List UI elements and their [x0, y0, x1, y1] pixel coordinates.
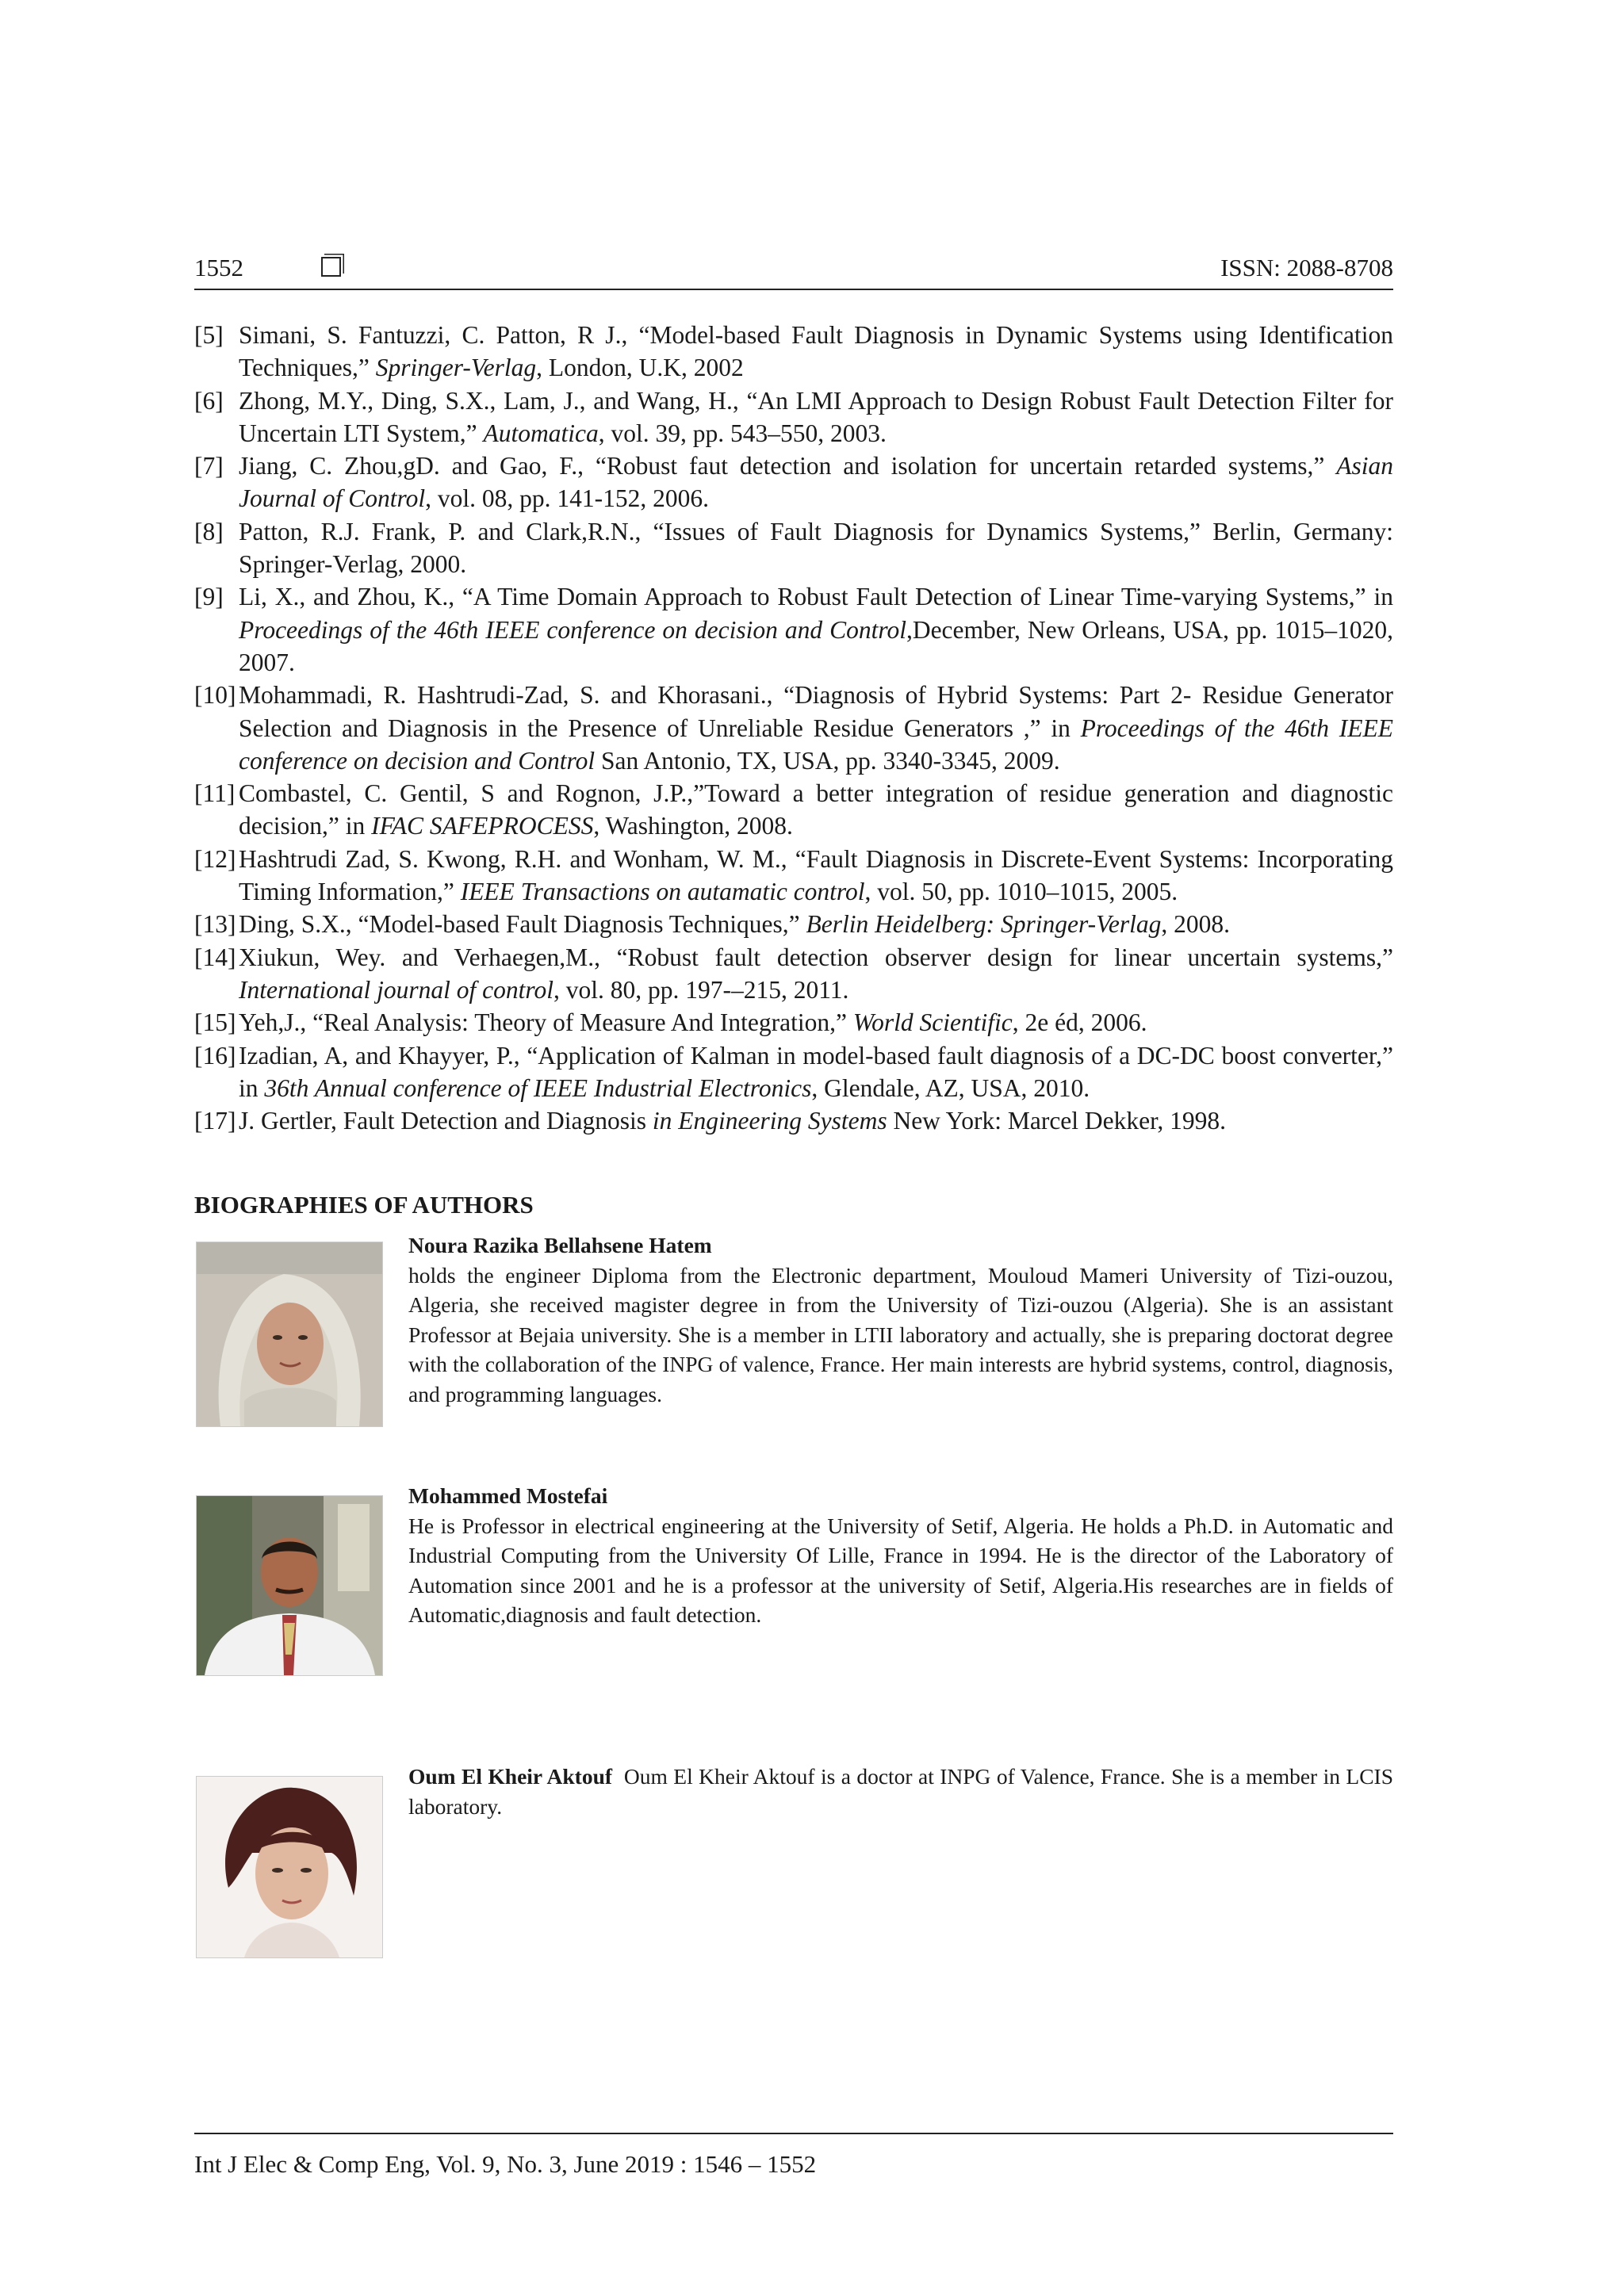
reference-fragment: , London, U.K, 2002	[536, 354, 744, 382]
reference-fragment: , vol. 39, pp. 543–550, 2003.	[598, 419, 887, 447]
square-icon	[321, 257, 341, 277]
reference-text	[239, 845, 1393, 905]
reference-item	[194, 450, 1393, 515]
reference-item	[194, 515, 1393, 581]
reference-fragment: Xiukun, Wey. and Verhaegen,M., “Robust fault detection observer design for linear uncertain systems,”	[239, 943, 1393, 971]
reference-source: Berlin Heidelberg: Springer-Verlag	[806, 910, 1162, 939]
reference-number: [14]	[194, 943, 236, 971]
reference-text	[239, 1008, 1147, 1036]
reference-source: in Engineering Systems	[652, 1107, 887, 1135]
reference-fragment: , 2008.	[1161, 910, 1230, 939]
reference-number: [16]	[194, 1041, 236, 1070]
reference-text	[239, 583, 1393, 676]
reference-number: [7]	[194, 452, 224, 480]
reference-text	[239, 1042, 1393, 1102]
reference-fragment: Ding, S.X., “Model-based Fault Diagnosis Techniques,”	[239, 910, 806, 939]
reference-text	[239, 321, 1393, 381]
reference-fragment: , Washington, 2008.	[593, 812, 793, 840]
reference-item	[194, 385, 1393, 450]
reference-number: [15]	[194, 1008, 236, 1037]
running-footer	[194, 2133, 1393, 2179]
reference-fragment: Izadian, A, and Khayyer, P., “Application of Kalman in model-based fault diagnosis of a DC-DC boost converter,” in	[239, 1041, 1393, 1102]
reference-text	[239, 452, 1393, 512]
reference-fragment: , Glendale, AZ, USA, 2010.	[811, 1073, 1090, 1102]
reference-item	[194, 1039, 1393, 1105]
author-description-3: Oum El Kheir Aktouf is a doctor at INPG of Valence, France. She is a member in LCIS laboratory.	[408, 1764, 1394, 1819]
reference-text	[239, 779, 1393, 840]
reference-fragment: San Antonio, TX, USA, pp. 3340-3345, 2009.	[595, 746, 1060, 775]
author-photo-1	[196, 1242, 383, 1427]
running-header	[194, 252, 1393, 290]
reference-text	[239, 943, 1393, 1004]
reference-item	[194, 679, 1393, 777]
reference-number: [8]	[194, 517, 224, 545]
reference-fragment: New York: Marcel Dekker, 1998.	[887, 1107, 1226, 1135]
author-description-2: He is Professor in electrical engineering at the University of Setif, Algeria. He holds a Ph.D. in Automatic and Industrial Computing from the University Of Lille, France in 1994. He is the director of the Laboratory of Automation since 2001 and he is a professor at the university of Setif, Algeria.His researches are in fields of Automatic,diagnosis and fault detection.	[408, 1513, 1393, 1627]
reference-fragment: , vol. 50, pp. 1010–1015, 2005.	[864, 878, 1178, 906]
reference-source: IFAC SAFEPROCESS	[371, 812, 594, 840]
author-photo-3	[196, 1776, 383, 1958]
reference-source: Springer-Verlag	[375, 354, 537, 382]
author-photo-2	[196, 1495, 383, 1676]
issn: ISSN: 2088-8708	[1220, 254, 1393, 281]
reference-text	[239, 1107, 1226, 1135]
reference-fragment: , vol. 08, pp. 141-152, 2006.	[425, 484, 709, 513]
reference-source: 36th Annual conference of IEEE Industrial Electronics	[264, 1073, 812, 1102]
reference-source: World Scientific	[852, 1008, 1013, 1037]
reference-fragment: Combastel, C. Gentil, S and Rognon, J.P.,”Toward a better integration of residue generation and diagnostic decision,” in	[239, 779, 1393, 840]
reference-number: [17]	[194, 1107, 236, 1135]
reference-number: [12]	[194, 844, 236, 873]
reference-fragment: Zhong, M.Y., Ding, S.X., Lam, J., and Wang, H., “An LMI Approach to Design Robust Fault Detection Filter for Uncertain LTI System,”	[239, 386, 1393, 447]
reference-fragment: , 2e éd, 2006.	[1012, 1008, 1147, 1037]
reference-text	[239, 387, 1393, 447]
reference-fragment: Yeh,J., “Real Analysis: Theory of Measure And Integration,”	[239, 1008, 853, 1037]
reference-number: [5]	[194, 321, 224, 349]
reference-number: [9]	[194, 583, 224, 611]
reference-number: [6]	[194, 386, 224, 415]
reference-source: Asian Journal of Control	[239, 452, 1393, 513]
reference-fragment: Mohammadi, R. Hashtrudi-Zad, S. and Khorasani., “Diagnosis of Hybrid Systems: Part 2- Residue Generator Selection and Diagnosis in the Presence of Unreliable Residue Generators ,” in	[239, 681, 1393, 742]
reference-fragment: Li, X., and Zhou, K., “A Time Domain Approach to Robust Fault Detection of Linear Time-varying Systems,” in	[239, 583, 1393, 611]
page-number: 1552	[194, 254, 243, 281]
author-bio-text-2	[408, 1481, 1393, 1630]
reference-item	[194, 941, 1393, 1007]
reference-text	[239, 518, 1393, 578]
reference-source: IEEE Transactions on autamatic control	[460, 878, 865, 906]
reference-source: Proceedings of the 46th IEEE conference on decision and Control	[239, 714, 1393, 775]
reference-text	[239, 681, 1393, 775]
reference-fragment: ,December, New Orleans, USA, pp. 1015–1020, 2007.	[239, 615, 1393, 676]
reference-source: Automatica	[483, 419, 599, 447]
reference-fragment: Hashtrudi Zad, S. Kwong, R.H. and Wonham, W. M., “Fault Diagnosis in Discrete-Event Systems: Incorporating Timing Information,”	[239, 844, 1393, 906]
reference-fragment: J. Gertler, Fault Detection and Diagnosis	[239, 1107, 653, 1135]
reference-number: [13]	[194, 910, 236, 939]
reference-source: International journal of control	[239, 975, 553, 1004]
author-name-1: Noura Razika Bellahsene Hatem	[408, 1233, 712, 1257]
author-name-3: Oum El Kheir Aktouf	[408, 1764, 613, 1789]
biographies-heading: BIOGRAPHIES OF AUTHORS	[194, 1191, 534, 1219]
author-name-2: Mohammed Mostefai	[408, 1483, 608, 1508]
reference-text	[239, 910, 1230, 938]
reference-item	[194, 908, 1393, 940]
reference-item	[194, 1006, 1393, 1039]
reference-source: Proceedings of the 46th IEEE conference on decision and Control	[239, 615, 906, 644]
reference-number: [10]	[194, 681, 236, 710]
author-description-1: holds the engineer Diploma from the Electronic department, Mouloud Mameri University of Tizi-ouzou, Algeria, she received magister degree in from the University of Tizi-ouzou (Algeria). She is an assistant Professor at Bejaia university. She is a member in LTII laboratory and actually, she is preparing doctorat degree with the collaboration of the INPG of valence, France. Her main interests are hybrid systems, control, diagnosis, and programming languages.	[408, 1262, 1393, 1406]
reference-number: [11]	[194, 779, 236, 808]
references-list	[194, 319, 1393, 1137]
author-bio-text-3	[408, 1762, 1393, 1821]
reference-item	[194, 580, 1393, 679]
reference-fragment: , vol. 80, pp. 197-–215, 2011.	[553, 975, 849, 1004]
reference-item	[194, 843, 1393, 909]
footer-citation: Int J Elec & Comp Eng, Vol. 9, No. 3, June 2019 : 1546 – 1552	[194, 2150, 817, 2178]
reference-item	[194, 1104, 1393, 1137]
reference-fragment: Patton, R.J. Frank, P. and Clark,R.N., “Issues of Fault Diagnosis for Dynamics Systems,” Berlin, Germany: Springer-Verlag, 2000.	[239, 517, 1393, 579]
page	[194, 0, 1393, 2296]
author-bio-text-1	[408, 1230, 1393, 1409]
reference-item	[194, 319, 1393, 385]
reference-fragment: Jiang, C. Zhou,gD. and Gao, F., “Robust faut detection and isolation for uncertain retarded systems,”	[239, 452, 1337, 480]
reference-fragment: Simani, S. Fantuzzi, C. Patton, R J., “Model-based Fault Diagnosis in Dynamic Systems using Identification Techniques,”	[239, 321, 1393, 382]
reference-item	[194, 777, 1393, 843]
